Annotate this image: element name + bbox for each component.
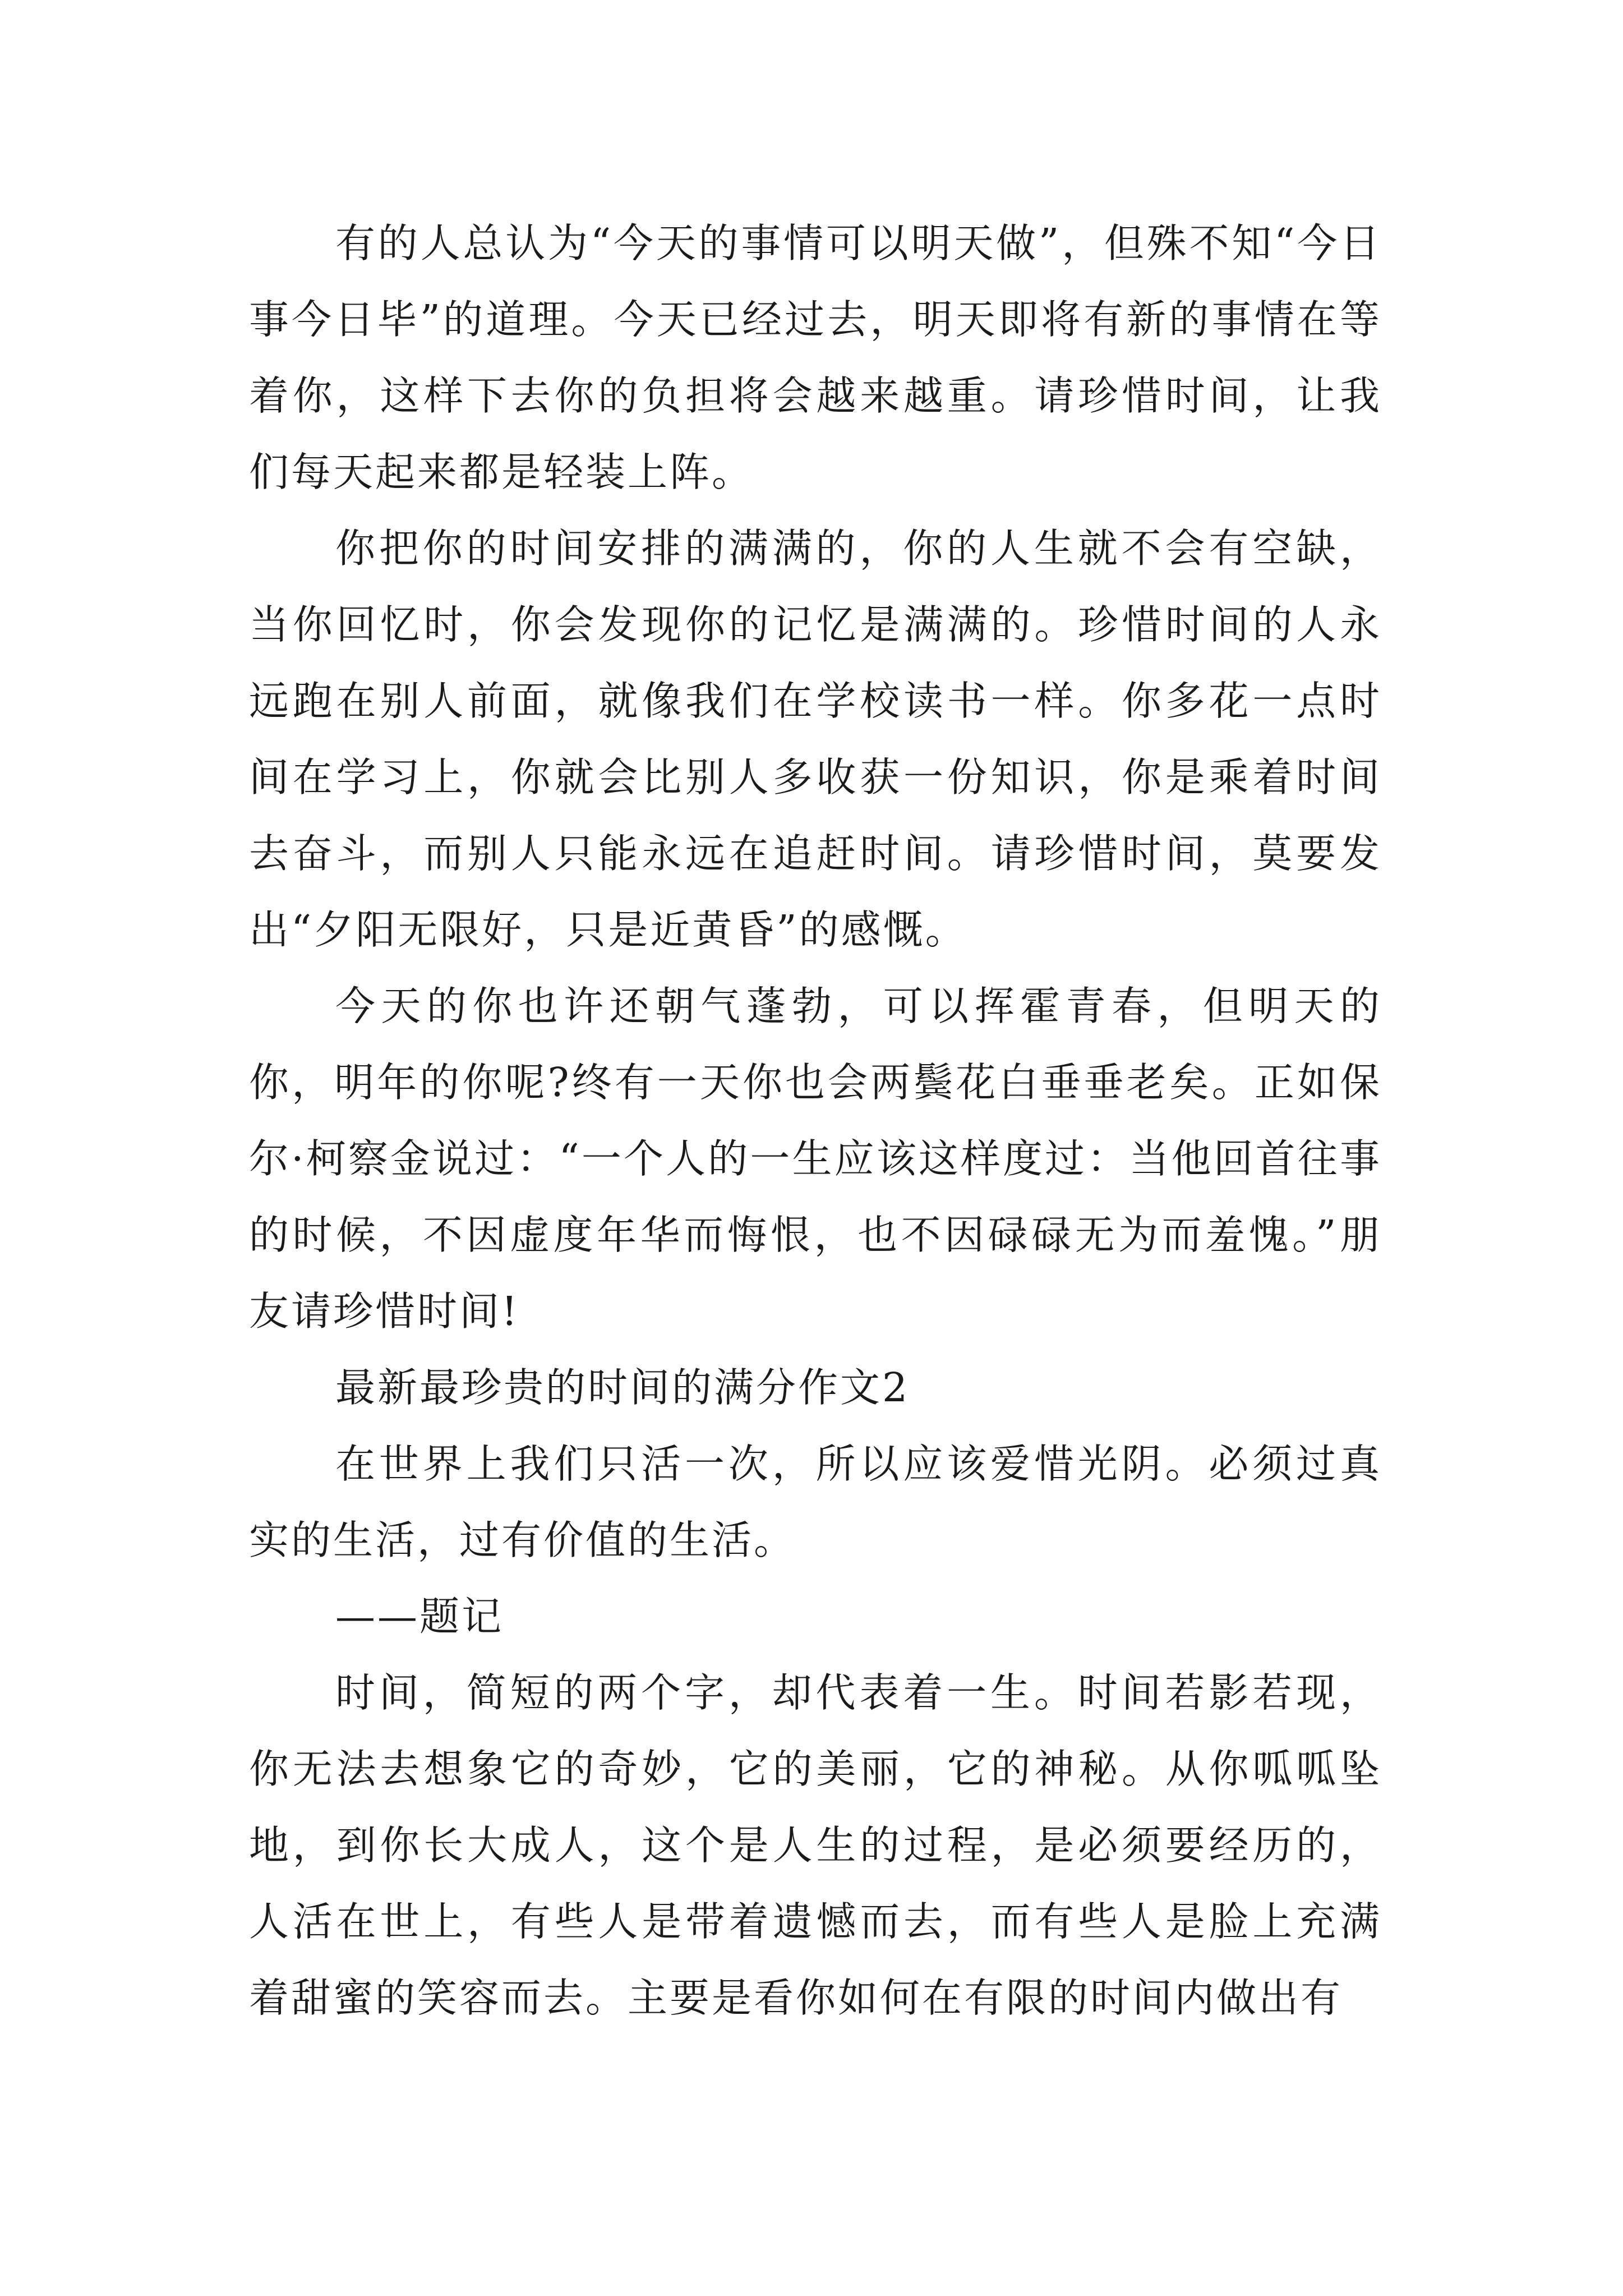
epigraph: 在世界上我们只活一次，所以应该爱惜光阴。必须过真实的生活，过有价值的生活。 [249,1441,1382,1563]
epigraph-attribution: ——题记 [335,1593,504,1640]
paragraph-2: 你把你的时间安排的满满的，你的人生就不会有空缺，当你回忆时，你会发现你的记忆是满满的。珍惜时间的人永远跑在别人前面，就像我们在学校读书一样。你多花一点时间在学习上，你就会比别人多收获一份知识，你是乘着时间去奋斗，而别人只能永远在追赶时间。请珍惜时间，莫要发出“夕阳无限好，只是近黄昏”的感慨。 [249,525,1382,953]
section-heading: 最新最珍贵的时间的满分作文2 [335,1364,910,1411]
document-body [249,205,1382,2036]
paragraph-3: 今天的你也许还朝气蓬勃，可以挥霍青春，但明天的你，明年的你呢?终有一天你也会两鬓花白垂垂老矣。正如保尔·柯察金说过：“一个人的一生应该这样度过：当他回首往事的时候，不因虚度年华而悔恨，也不因碌碌无为而羞愧。”朋友请珍惜时间! [249,983,1382,1335]
paragraph-4: 时间，简短的两个字，却代表着一生。时间若影若现，你无法去想象它的奇妙，它的美丽，它的神秘。从你呱呱坠地，到你长大成人，这个是人生的过程，是必须要经历的，人活在世上，有些人是带着遗憾而去，而有些人是脸上充满着甜蜜的笑容而去。主要是看你如何在有限的时间内做出有 [249,1669,1382,2021]
paragraph-1: 有的人总认为“今天的事情可以明天做”，但殊不知“今日事今日毕”的道理。今天已经过去，明天即将有新的事情在等着你，这样下去你的负担将会越来越重。请珍惜时间，让我们每天起来都是轻装上阵。 [249,220,1382,495]
